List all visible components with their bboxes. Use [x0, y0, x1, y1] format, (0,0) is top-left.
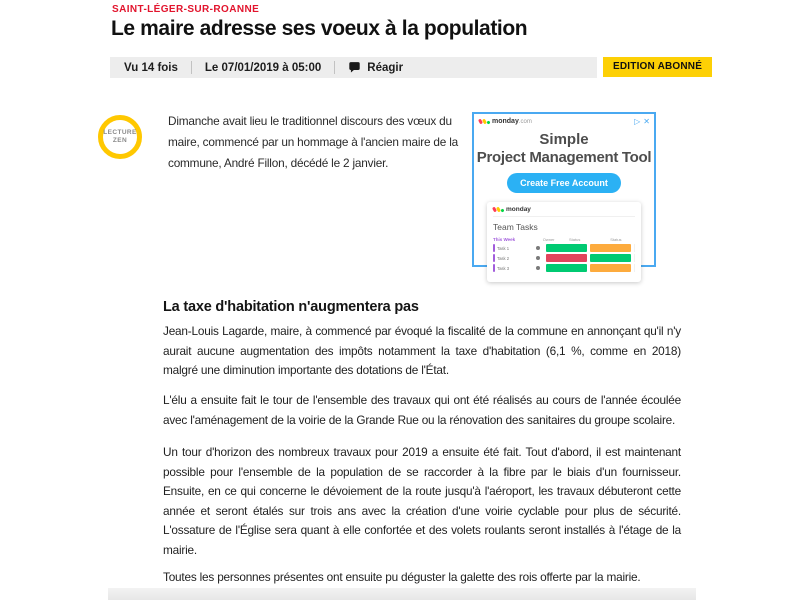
status-cell [546, 254, 587, 262]
board-group-label: This Week [493, 237, 516, 242]
article-paragraph: Toutes les personnes présentes ont ensuite pu déguster la galette des rois offerte par la mairie. [163, 570, 641, 584]
meta-divider [191, 61, 192, 74]
brand-text: monday [492, 118, 519, 125]
column-header-owner: Owner [542, 237, 555, 242]
adchoices-icon[interactable]: ▷ [634, 116, 641, 126]
article-paragraph: L'élu a ensuite fait le tour de l'ensemble des travaux qui ont été réalisés au cours de l'année écoulée avec l'aménagement de la voirie de la Grande Rue ou la rénovation des sanitaires du groupe scolaire. [163, 393, 681, 427]
view-count: Vu 14 fois [124, 61, 178, 74]
edition-badge: EDITION ABONNÉ [603, 57, 712, 77]
brand-tld: .com [518, 118, 532, 125]
page-title: Le maire adresse ses voeux à la population [111, 17, 528, 40]
monday-logo-icon [493, 207, 504, 212]
status-cell [546, 244, 587, 252]
status-cell [590, 244, 631, 252]
ad-headline-line1: Simple [539, 131, 589, 148]
ad-headline-line2: Project Management Tool [476, 149, 652, 166]
group-color-bar [493, 254, 495, 262]
react-link[interactable] [348, 62, 403, 74]
monday-brand [479, 118, 532, 125]
board-brand-text: monday [506, 206, 531, 213]
publish-date: Le 07/01/2019 à 05:00 [204, 61, 322, 74]
react-label: Réagir [367, 61, 404, 74]
monday-ad-banner[interactable] [472, 112, 656, 271]
monday-logo-icon [479, 119, 490, 124]
meta-divider [334, 61, 335, 74]
board-column-headers [493, 237, 635, 242]
zen-label-line1: LECTURE [103, 129, 137, 136]
avatar [536, 256, 540, 260]
column-header-status2: Status [610, 237, 622, 242]
empty-cell [634, 264, 635, 272]
board-title: Team Tasks [493, 222, 538, 232]
ad-header [474, 114, 654, 127]
category-link[interactable]: SAINT-LÉGER-SUR-ROANNE [112, 4, 260, 15]
task-name: Task 1 [497, 245, 510, 251]
avatar [536, 246, 540, 250]
group-color-bar [493, 264, 495, 272]
status-cell [590, 254, 631, 262]
group-color-bar [493, 244, 495, 252]
ad-controls [634, 118, 650, 126]
article-paragraph: Un tour d'horizon des nombreux travaux pour 2019 a ensuite été fait. Tout d'abord, il est maintenant possible pour l'ensemble de la population de se raccorder à la fibre par le biais d'un fournisseur. Ensuite, en ce qui concerne le dévoiement de la route jusqu'à l'aéroport, les travaux débuteront cette année et seront étalés sur trois ans avec la création d'une voirie cyclable pour plus de sécurité. L'ossature de l'Église sera quant à elle confortée et des volets roulants seront installés à l'étage de la mairie. [163, 445, 681, 557]
article-intro: Dimanche avait lieu le traditionnel discours des vœux du maire, commencé par un hommage à l'ancien maire de la commune, André Fillon, décédé le 2 janvier. [168, 114, 458, 170]
article-paragraph: Jean-Louis Lagarde, maire, à commencé par évoqué la fiscalité de la commune en annonçant qu'il n'y aurait aucune augmentation des impôts notamment la taxe d'habitation (6,1 %, comme en 2018) malgré une diminution importante des dotations de l'État. [163, 324, 681, 377]
lecture-zen-badge[interactable] [98, 115, 142, 159]
footer-section-edge [108, 588, 696, 600]
table-row [493, 264, 635, 272]
task-name: Task 2 [497, 255, 510, 261]
table-row [493, 244, 635, 252]
monday-board-screenshot [487, 202, 641, 282]
article-subheading: La taxe d'habitation n'augmentera pas [163, 299, 419, 315]
board-brand [493, 206, 635, 217]
zen-label-line2: ZEN [112, 137, 128, 144]
empty-cell [634, 254, 635, 262]
ad-close-icon[interactable]: ✕ [643, 116, 650, 126]
empty-cell [634, 244, 635, 252]
status-cell [590, 264, 631, 272]
column-header-status1: Status [569, 237, 581, 242]
task-name: Task 3 [497, 265, 510, 271]
create-free-account-button[interactable]: Create Free Account [507, 173, 621, 193]
article-meta-bar [110, 57, 597, 78]
table-row [493, 254, 635, 262]
avatar [536, 266, 540, 270]
status-cell [546, 264, 587, 272]
comment-bubble-icon [348, 62, 361, 74]
